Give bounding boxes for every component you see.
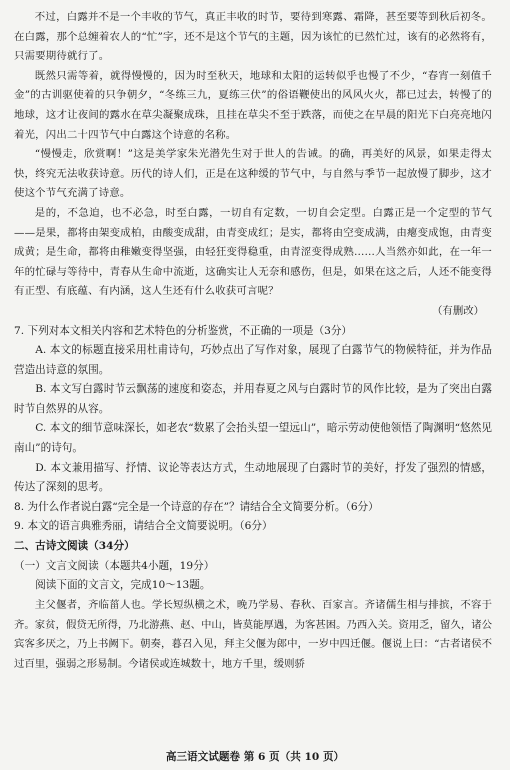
essay-paragraph-1: 不过，白露并不是一个丰收的节气，真正丰收的时节，要待到寒露、霜降，甚至要等到秋后初冬。在白露，那个总缠着农人的“忙”字，还不是这个节气的主题，因为该忙的已然忙过，该有的必然将有，只需要期待就行了。 bbox=[14, 11, 492, 63]
question-7-option-d: D. 本文兼用描写、抒情、议论等表达方式，生动地展现了白露时节的美好，抒发了强烈的情感，传达了深刻的思考。 bbox=[14, 461, 492, 494]
question-8: 8. 为什么作者说白露“完全是一个诗意的存在”？请结合全文简要分析。（6分） bbox=[14, 500, 379, 513]
section-heading-classical: 二、古诗文阅读（34分） bbox=[14, 540, 135, 553]
question-9: 9. 本文的语言典雅秀丽，请结合全文简要说明。（6分） bbox=[14, 520, 273, 533]
question-7-option-b: B. 本文写白露时节云飘荡的速度和姿态，并用春夏之风与白露时节的风作比较，是为了突出白露时节自然界的从容。 bbox=[14, 383, 492, 415]
essay-paragraph-3: “慢慢走，欣赏啊！”这是美学家朱光潜先生对于世人的告诫。的确，再美好的风景，如果走得太快，终究无法收获诗意。历代的诗人们，正是在这种缓的节气中，与自然与季节一起放慢了脚步，这才使这个节气充满了诗意。 bbox=[14, 148, 492, 200]
question-7-option-a: A. 本文的标题直接采用杜甫诗句，巧妙点出了写作对象，展现了白露节气的物候特征，并为作品营造出诗意的氛围。 bbox=[14, 344, 492, 376]
question-7-stem: 7. 下列对本文相关内容和艺术特色的分析鉴赏，不正确的一项是（3分） bbox=[14, 324, 353, 337]
source-note: （有删改） bbox=[432, 304, 484, 317]
reading-instruction: 阅读下面的文言文，完成10～13题。 bbox=[35, 579, 211, 592]
page-footer: 高三语文试题卷 第 6 页（共 10 页） bbox=[165, 751, 345, 763]
subsection-heading: （一）文言文阅读（本题共4小题，19分） bbox=[14, 559, 215, 572]
question-7-option-c: C. 本文的细节意味深长，如老农“数累了会抬头望一望远山”，暗示劳动使他领悟了陶渊明“悠然见南山”的诗句。 bbox=[14, 422, 492, 455]
classical-passage: 主父偃者，齐临菑人也。学长短纵横之术，晚乃学易、春秋、百家言。齐诸儒生相与排摈，不容于齐。家贫，假贷无所得，乃北游燕、赵、中山，皆莫能厚遇，为客甚困。乃西入关。资用乏，留久，诸公宾客多厌之，乃上书阙下。朝奏，暮召入见，拜主父偃为郎中，一岁中四迁偃。偃说上曰：“古者诸侯不过百里，强弱之形易制。今诸侯或连城数十，地方千里，缓则骄 bbox=[14, 598, 492, 671]
essay-paragraph-2: 既然只需等着，就得慢慢的，因为时至秋天，地球和太阳的运转似乎也慢了不少，“春宵一刻值千金”的古训驱使着的只争朝夕，“冬练三九，夏练三伏”的俗语鞭使出的风风火火，都已过去，转慢了的地球，这才让夜间的露水在草尖凝聚成珠，且挂在草尖不至于跌落，而使之在早晨的阳光下白亮亮地闪着光，闪出二十四节气中白露这个诗意的名称。 bbox=[14, 69, 492, 141]
essay-paragraph-4: 是的，不急迫，也不必急，时至白露，一切自有定数，一切自会定型。白露正是一个定型的节气——是果，都将由架变成柏，由酸变成甜，由青变成红；是实，都将由空变成满，由瘪变成饱，由青变成黄；是生命，都将由稚嫩变得坚强，由轻狂变得稳重，由青涩变得成熟……人当然亦如此，在一年一年的忙碌与等待中，青春从生命中流逝，这确实让人无奈和感伤，但是，如果在这之后，人还不能变得有正型、有底蕴、有内涵，这人生还有什么收获可言呢？ bbox=[14, 206, 492, 298]
